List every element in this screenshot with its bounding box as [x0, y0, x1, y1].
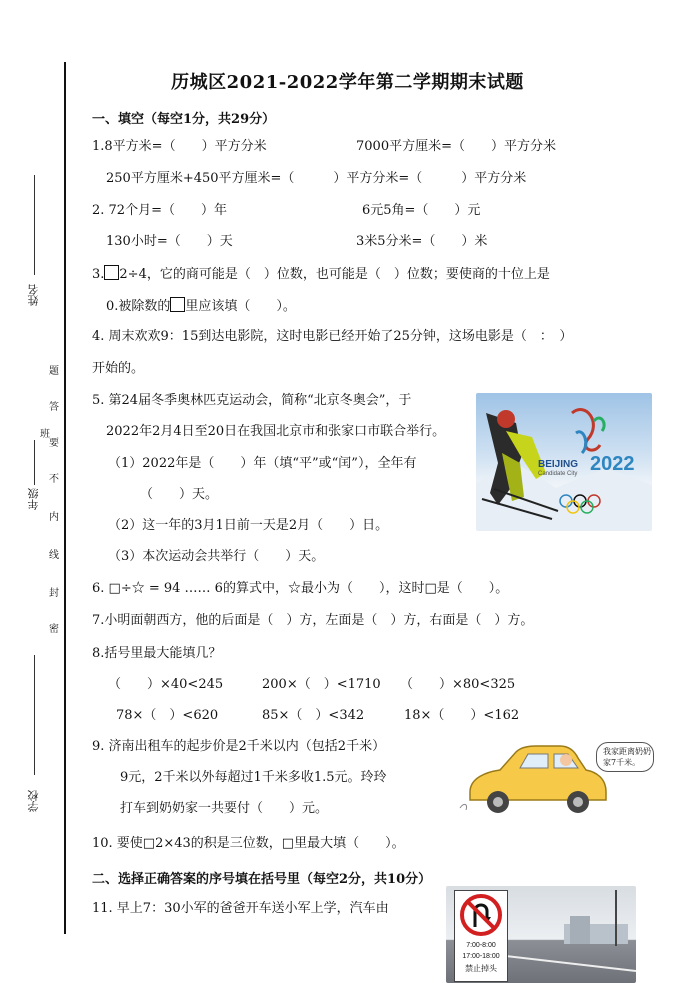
q8-item: 200×（ ）<1710 [262, 677, 381, 692]
q8-item: 18×（ ）<162 [404, 708, 520, 723]
q4-line1: 4. 周末欢欢9：15到达电影院，这时电影已经开始了25分钟，这场电影是（ ： ） [92, 329, 573, 344]
beijing-logo-text: BEIJING [538, 459, 579, 470]
q1-a: 1.8平方米=（ ）平方分米 [92, 139, 267, 154]
q6: 6. □÷☆ = 94 …… 6的算式中，☆最小为（ ），这时□是（ ）。 [92, 581, 509, 596]
q2-d: 3米5分米=（ ）米 [356, 234, 488, 249]
q5-line2: 2022年2月4日至20日在我国北京市和张家口市联合举行。 [106, 424, 446, 439]
q11: 11. 早上7：30小军的爸爸开车送小军上学，汽车由 [92, 901, 389, 916]
q8-item: （ ）×40<245 [108, 677, 224, 692]
taxi-image [456, 742, 656, 820]
year-logo-text: 2022 [590, 453, 635, 475]
q3-line2 [106, 297, 296, 315]
q10: 10. 要使□2×43的积是三位数，□里最大填（ ）。 [92, 836, 405, 851]
q5-sub1b: （ ）天。 [140, 487, 219, 502]
q3-text2: 0.被除数的 [106, 299, 171, 314]
seal-char: 不 [49, 474, 59, 485]
q3-text: 2÷4，它的商可能是（ ）位数，也可能是（ ）位数；要使商的十位上是 [119, 267, 550, 282]
speech-bubble: 我家距离奶奶家7千米。 [596, 742, 654, 772]
seal-char: 线 [49, 550, 59, 561]
q5-sub3: （3）本次运动会共举行（ ）天。 [108, 549, 325, 564]
q9-line3: 打车到奶奶家一共要付（ ）元。 [120, 801, 329, 816]
seal-char: 密 [49, 624, 59, 635]
q5-sub2: （2）这一年的3月1日前一天是2月（ ）日。 [108, 518, 389, 533]
seal-char: 内 [49, 512, 59, 523]
olympic-image [476, 393, 652, 531]
seal-char: 封 [49, 588, 59, 599]
q3-line1 [92, 265, 550, 283]
seal-char: 答 [49, 402, 59, 413]
sign-text: 禁止掉头 [465, 964, 497, 973]
road-sign-photo [446, 886, 636, 983]
q2-a: 2. 72个月=（ ）年 [92, 203, 227, 218]
q5-line1: 5. 第24届冬季奥林匹克运动会，简称“北京冬奥会”，于 [92, 393, 412, 408]
q9-line1: 9. 济南出租车的起步价是2千米以内（包括2千米） [92, 739, 386, 754]
school-label: 学校 [27, 790, 40, 812]
seal-char: 要 [49, 438, 59, 449]
section2-heading: 二、选择正确答案的序号填在括号里（每空2分，共10分） [92, 872, 432, 887]
no-u-turn-sign [454, 890, 508, 982]
q1-c: 250平方厘米+450平方厘米=（ ）平方分米=（ ）平方分米 [106, 171, 527, 186]
q3-number: 3. [92, 267, 105, 282]
seal-char: 题 [49, 366, 59, 377]
school-underline [34, 655, 35, 775]
sign-time-1: 7:00-8:00 [466, 942, 496, 949]
q4-line2: 开始的。 [92, 361, 145, 376]
q9-line2: 9元，2千米以外每超过1千米多收1.5元。玲玲 [120, 770, 387, 785]
class-underline [34, 440, 35, 485]
class-label: 班 [40, 429, 50, 440]
q2-c: 130小时=（ ）天 [106, 234, 233, 249]
page-title: 历城区2021-2022学年第二学期期末试题 [171, 72, 524, 93]
q8-item: 78×（ ）<620 [116, 708, 219, 723]
q8-item: （ ）×80<325 [400, 677, 516, 692]
q7: 7.小明面朝西方，他的后面是（ ）方，左面是（ ）方，右面是（ ）方。 [92, 613, 534, 628]
q8: 8.括号里最大能填几？ [92, 646, 222, 661]
binding-line [64, 62, 66, 934]
section1-heading: 一、填空（每空1分，共29分） [92, 112, 276, 127]
q1-b: 7000平方厘米=（ ）平方分米 [356, 139, 556, 154]
q8-item: 85×（ ）<342 [262, 708, 365, 723]
no-u-turn-icon [455, 891, 507, 939]
q5-sub1: （1）2022年是（ ）年（填“平”或“闰”），全年有 [108, 456, 417, 471]
candidate-city-text: Candidate City [538, 471, 578, 477]
blank-square [104, 265, 119, 280]
grade-label: 年级 [27, 488, 40, 510]
q2-b: 6元5角=（ ）元 [362, 203, 481, 218]
name-underline [34, 175, 35, 275]
q3-text3: 里应该填（ ）。 [185, 299, 296, 314]
sign-time-2: 17:00-18:00 [462, 953, 500, 960]
name-label: 姓名 [27, 284, 40, 306]
blank-square [170, 297, 185, 312]
